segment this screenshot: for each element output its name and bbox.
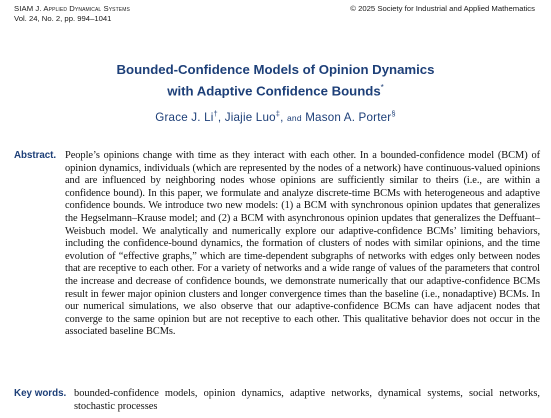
author-name: Grace J. Li — [155, 110, 214, 124]
paper-title — [0, 61, 551, 100]
author-list: Grace J. Li†, Jiajie Luo‡, and Mason A. Porter§ — [155, 109, 396, 124]
abstract-text: People’s opinions change with time as they interact with each other. In a bounded-confidence model (BCM) of opinion dynamics, individuals (which are represented by the nodes of a network) have continuous-valued opinions and are influenced by neighboring nodes whose opinions are sufficiently similar to theirs (i.e., are within a confidence bound). In this paper, we formulate and analyze discrete-time BCMs with heterogeneous and adaptive confidence bounds. We introduce two new models: (1) a BCM with synchronous opinion updates that generalizes the Hegselmann–Krause model; and (2) a BCM with asynchronous opinion updates that generalizes the Deffuant–Weisbuch model. We analytically and numerically explore our adaptive-confidence BCMs’ limiting behaviors, including the confidence-bound dynamics, the formation of clusters of nodes with similar opinions, and the time evolution of “effective graphs,” which are time-dependent subgraphs of networks with edges only between nodes that are receptive to each other. For a variety of networks and a wide range of values of the parameters that control the increase and decrease of confidence bounds, we demonstrate numerically that our adaptive-confidence BCMs result in fewer major opinion clusters and longer convergence times than the baseline (i.e., nonadaptive) BCMs. In our numerical simulations, we also observe that our adaptive-confidence BCMs can have adjacent nodes that converge to the same opinion but are not receptive to each other. This qualitative behavior does not occur in the associated baseline BCMs. — [65, 150, 540, 338]
author-name: Jiajie Luo — [224, 110, 276, 124]
journal-name: SIAM J. Applied Dynamical Systems — [14, 4, 130, 13]
title-line-1: Bounded-Confidence Models of Opinion Dynamics — [116, 62, 435, 77]
author-name: Mason A. Porter — [305, 110, 392, 124]
keywords-text: bounded-confidence models, opinion dynamics, adaptive networks, dynamical systems, social networks, stochastic processes — [74, 388, 540, 412]
copyright-notice: © 2025 Society for Industrial and Applied Mathematics — [350, 4, 535, 13]
abstract-label: Abstract. — [14, 150, 57, 161]
author-footnote-mark: § — [391, 109, 396, 118]
abstract-section — [14, 150, 540, 339]
journal-info — [14, 4, 130, 23]
keywords-section — [14, 388, 540, 413]
author-footnote-mark: † — [213, 109, 218, 118]
volume-info: Vol. 24, No. 2, pp. 994–1041 — [14, 13, 112, 23]
keywords-label: Key words. — [14, 388, 67, 399]
title-line-2: with Adaptive Confidence Bounds — [167, 83, 381, 99]
author-footnote-mark: ‡ — [275, 109, 281, 118]
title-footnote-mark: * — [380, 83, 384, 92]
author-conjunction: and — [286, 112, 302, 123]
